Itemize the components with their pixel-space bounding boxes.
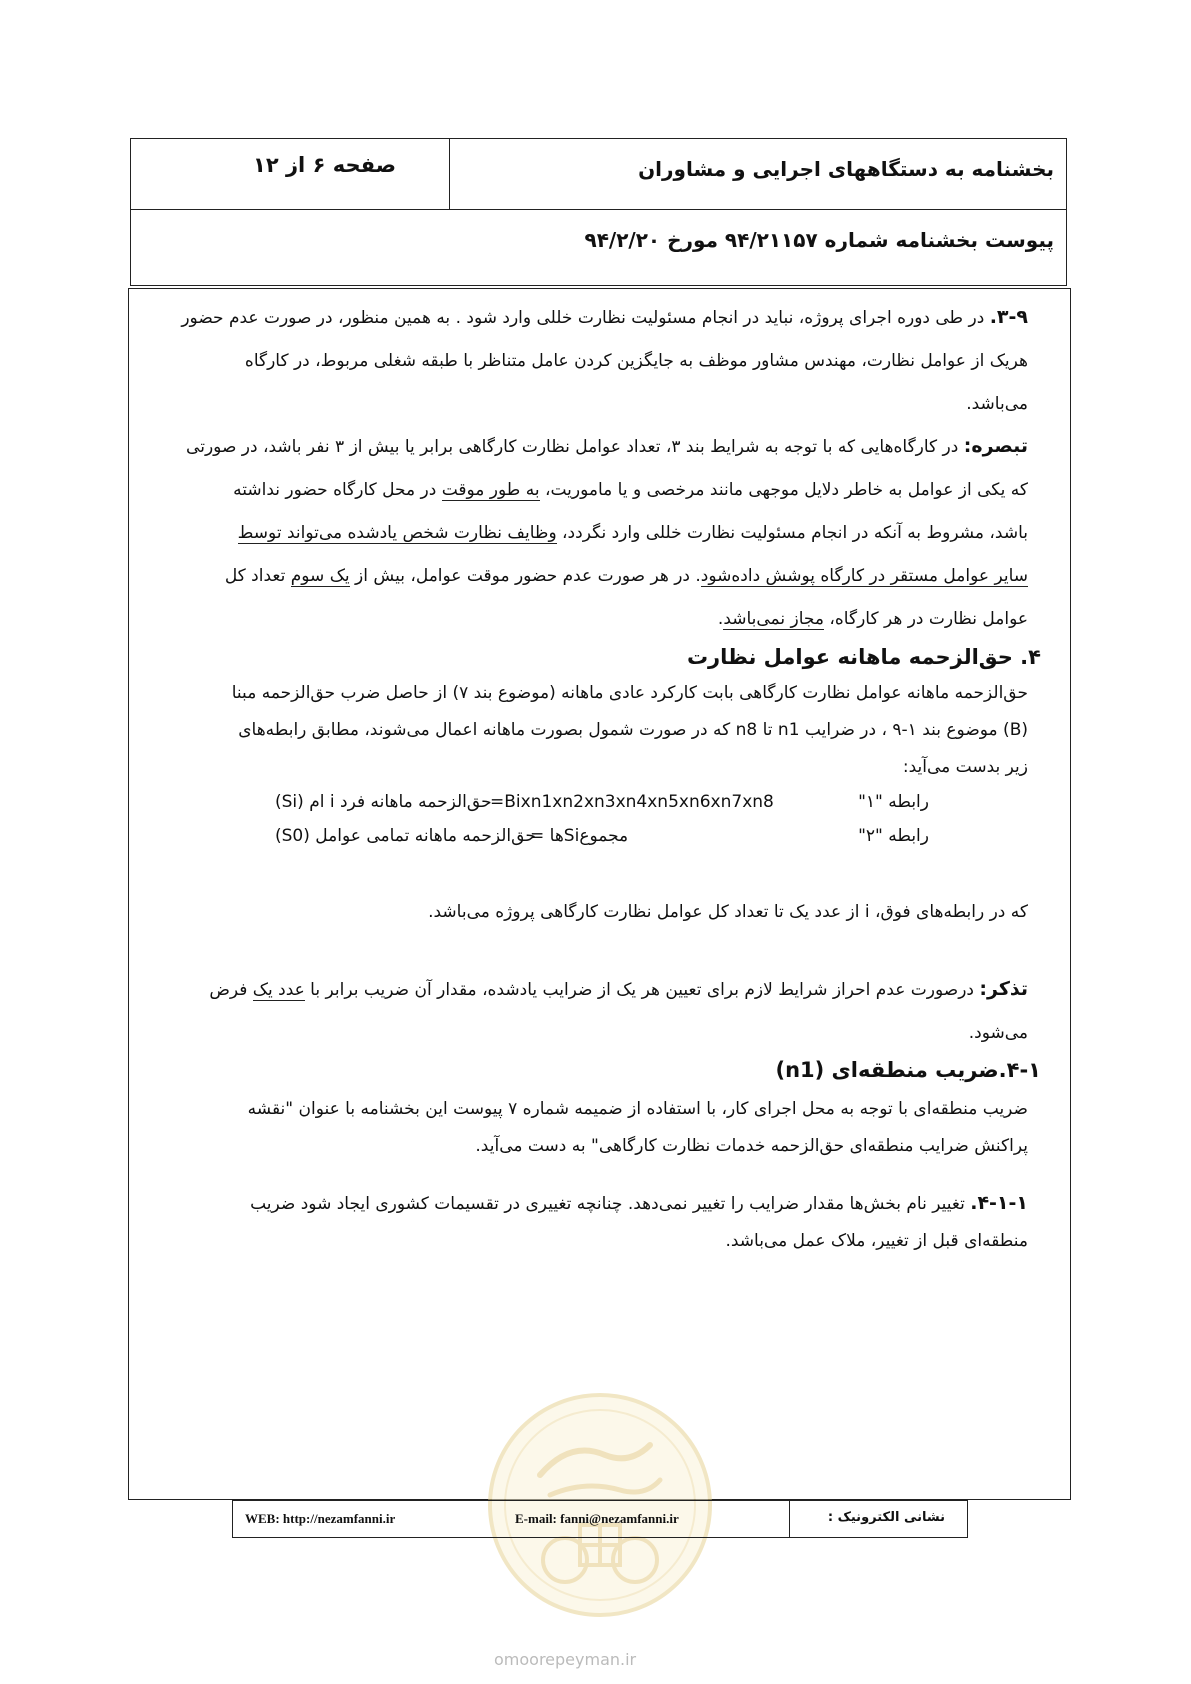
underlined-text: یک سوم (290, 566, 350, 586)
header-title-cell (449, 139, 1066, 209)
text-segment: که یکی از عوامل به خاطر دلایل موجهی مانند مرخصی و یا ماموریت، (539, 480, 1028, 500)
underlined-text: سایر عوامل مستقر در کارگاه پوشش داده‌شود (700, 566, 1028, 586)
text-segment: . در هر صورت عدم حضور موقت عوامل، بیش از (349, 566, 701, 586)
footer-label: نشانی الکترونیک : (827, 1510, 945, 1525)
footer-contact (232, 1500, 968, 1538)
document-subtitle: پیوست بخشنامه شماره ۹۴/۲۱۱۵۷ مورخ ۹۴/۲/۲۰ (584, 228, 1054, 252)
footer-email[interactable]: E-mail: fanni@nezamfanni.ir (515, 1511, 679, 1526)
underlined-text: مجاز نمی‌باشد (723, 609, 824, 629)
text-segment: تعداد کل (224, 566, 291, 586)
formula-2-description: حق‌الزحمه ماهانه تمامی عوامل (S0) (275, 826, 536, 846)
section-4-title: ۴. حق‌الزحمه ماهانه عوامل نظارت (686, 645, 1041, 669)
header-table-top (130, 138, 1067, 210)
text-line: زیر بدست می‌آید: (902, 757, 1028, 777)
text-segment: درصورت عدم احراز شرایط لازم برای تعیین هر یک از ضرایب یادشده، مقدار آن ضریب برابر با (304, 980, 975, 1000)
note-label: تذکر: (979, 978, 1028, 1000)
text-segment: عوامل نظارت در هر کارگاه، (824, 609, 1028, 629)
text-segment: در محل کارگاه حضور نداشته (233, 480, 442, 500)
section-3-9 (168, 296, 1028, 426)
text-line: می‌باشد. (966, 394, 1028, 414)
text-line: هریک از عوامل نظارت، مهندس مشاور موظف به جایگزین کردن عامل متناظر با طبقه شغلی مربوط، در کارگاه (244, 351, 1028, 371)
footer-label-cell (789, 1501, 967, 1537)
text-segment: فرض (209, 980, 253, 1000)
text-segment: باشد، مشروط به آنکه در انجام مسئولیت نظارت خللی وارد نگردد، (556, 523, 1028, 543)
formula-explanation: که در رابطه‌های فوق، i از عدد یک تا تعداد کل عوامل نظارت کارگاهی پروژه می‌باشد. (428, 902, 1028, 922)
text-line: (B) موضوع بند ۱-۹ ، در ضرایب n1 تا n8 که در صورت شمول بصورت ماهانه اعمال می‌شوند، مطابق رابطه‌های (238, 720, 1028, 740)
note-tabsare (168, 425, 1028, 641)
note-tazakor (168, 968, 1028, 1055)
underlined-text: عدد یک (252, 980, 305, 1000)
underlined-text: به طور موقت (441, 480, 540, 500)
text-line: ضریب منطقه‌ای با توجه به محل اجرای کار، با استفاده از ضمیمه شماره ۷ پیوست این بخشنامه با عنوان "نقشه (247, 1099, 1028, 1119)
formula-1-label: رابطه "۱" (858, 792, 929, 812)
text-line: تغییر نام بخش‌ها مقدار ضرایب را تغییر نمی‌دهد. چنانچه تغییری در تقسیمات کشوری ایجاد شود ضریب (250, 1194, 965, 1214)
formula-1-expression: Bixn1xn2xn3xn4xn5xn6xn7xn8= (490, 792, 774, 812)
formula-2-expression: مجموعSiها = (530, 826, 629, 846)
text-line: منطقه‌ای قبل از تغییر، ملاک عمل می‌باشد. (725, 1231, 1028, 1251)
text-line: می‌شود. (968, 1023, 1028, 1043)
formula-2-label: رابطه "۲" (858, 826, 929, 846)
text-line: حق‌الزحمه ماهانه عوامل نظارت کارگاهی بابت کارکرد عادی ماهانه (موضوع بند ۷) از حاصل ضرب حق‌الزحمه مبنا (231, 683, 1028, 703)
text-line: در طی دوره اجرای پروژه، نباید در انجام مسئولیت نظارت خللی وارد شود . به همین منظور، در صورت عدم حضور (181, 308, 985, 328)
note-label: تبصره: (963, 435, 1028, 457)
document-title: بخشنامه به دستگاههای اجرایی و مشاوران (638, 157, 1054, 181)
section-4-1-body (168, 1091, 1028, 1165)
underlined-text: وظایف نظارت شخص یادشده می‌تواند توسط (237, 523, 557, 543)
text-line: در کارگاه‌هایی که با توجه به شرایط بند ۳، تعداد عوامل نظارت کارگاهی برابر یا بیش از ۳ نفر باشد، در صورتی (186, 437, 959, 457)
text-segment: . (717, 609, 724, 629)
section-number: ۳-۹. (989, 306, 1028, 328)
section-4-body (168, 675, 1028, 786)
text-line: پراکنش ضرایب منطقه‌ای حق‌الزحمه خدمات نظارت کارگاهی" به دست می‌آید. (475, 1136, 1028, 1156)
page-number: صفحه ۶ از ۱۲ (253, 153, 396, 177)
formula-1-description: حق‌الزحمه ماهانه فرد i ام (Si) (275, 792, 492, 812)
section-4-1-1 (168, 1185, 1028, 1260)
footer-web[interactable]: WEB: http://nezamfanni.ir (245, 1511, 396, 1526)
header-table-bottom (130, 208, 1067, 286)
watermark-url: omoorepeyman.ir (494, 1650, 637, 1669)
section-number: ۴-۱-۱. (970, 1192, 1028, 1214)
section-4-1-title: ۴-۱.ضریب منطقه‌ای (n1) (775, 1058, 1041, 1082)
